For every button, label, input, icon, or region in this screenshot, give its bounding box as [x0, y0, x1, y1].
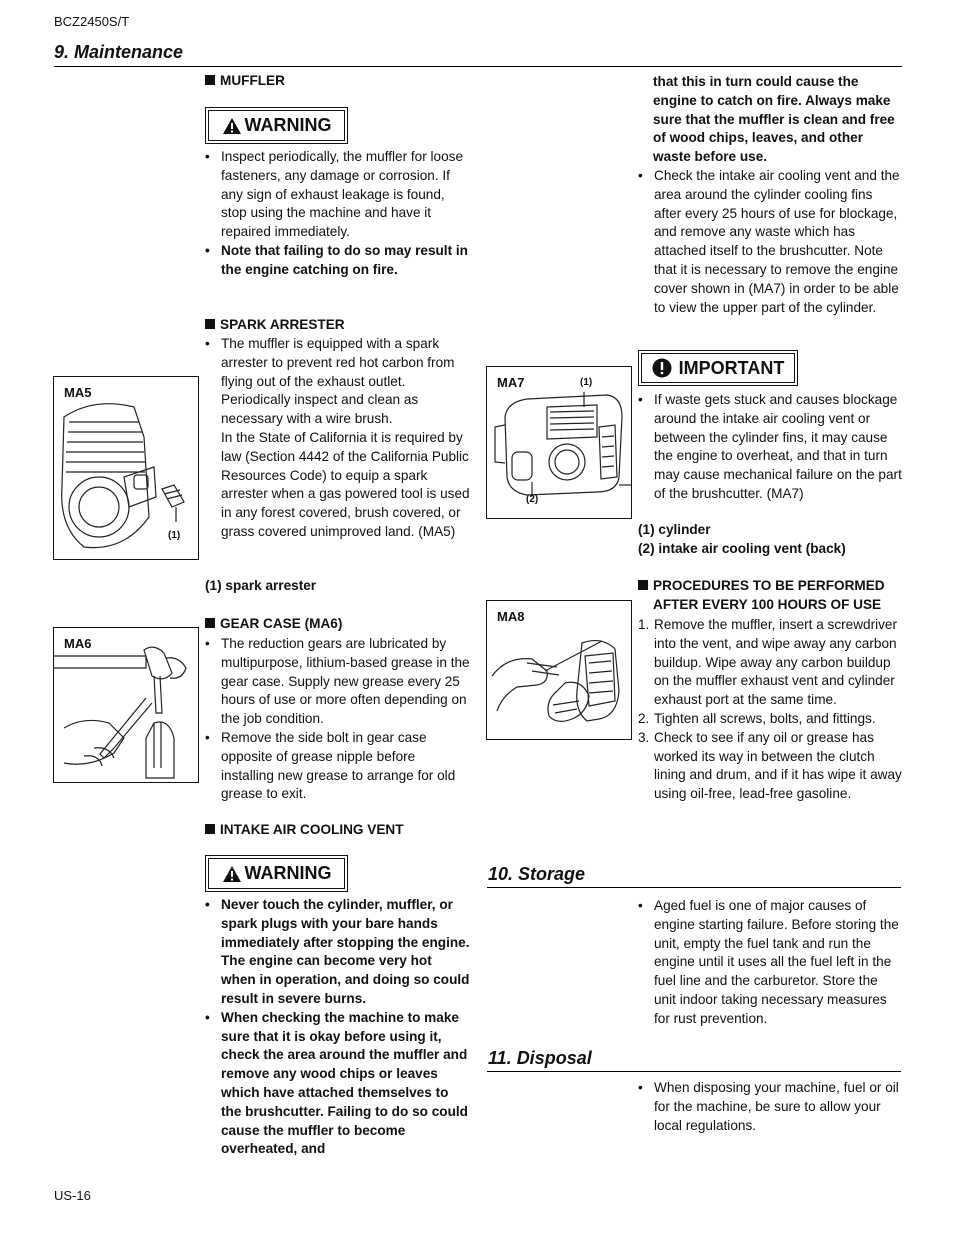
warning-label: WARNING — [244, 863, 332, 883]
figure-ma6 — [53, 627, 199, 783]
procedure-item: 1. Remove the muffler, insert a screwdriver into the vent, and wipe away any carbon buildup. Wipe away any carbon buildup on the muffler exhaust vent and cylinder exhaust port at the same time. — [638, 617, 898, 708]
section-rule — [54, 66, 902, 67]
spark-arrester-text-a: The muffler is equipped with a spark arrester to prevent red hot carbon from flying out of the exhaust outlet. Periodically inspect and clean as necessary with a wire brush. — [221, 336, 455, 427]
intake-warning-bullet-1: • Never touch the cylinder, muffler, or spark plugs with your bare hands immediately after stopping the engine. The engine can become very hot when in operation, and doing so could result in severe burns. — [205, 896, 470, 1009]
intake-warning-bullet-2-continued: that this in turn could cause the engine to catch on fire. Always make sure that the muffler is clean and free of wood chips, leaves, and other waste before use. — [653, 74, 895, 165]
important-bullet: • If waste gets stuck and causes blockage around the intake air cooling vent or between the cylinder fins, it may cause the engine to overheat, and that in turn may cause mechanical failure on the part of the brushcutter. (MA7) — [638, 391, 903, 504]
intake-warning-box — [205, 855, 348, 892]
spark-arrester-text-b: In the State of California it is required by law (Section 4442 of the California Public Resources Code) to equip a spark arrester when a gas powered tool is used in any forest covered, brush covered, or grass covered unimproved land. (MA5) — [221, 429, 470, 539]
page-number: US-16 — [54, 1188, 91, 1203]
procedure-item: 2. Tighten all screws, bolts, and fittings. — [638, 710, 876, 726]
gear-case-illustration — [54, 628, 199, 783]
ma7-callout-marker-2: (2) — [526, 494, 539, 505]
figure-label: MA5 — [64, 385, 92, 400]
warning-triangle-icon — [222, 865, 242, 883]
disposal-rule — [487, 1071, 901, 1072]
procedure-item: 3. Check to see if any oil or grease has worked its way in between the clutch lining and drum, and if it has wipe it away using oil-free, lead-free gasoline. — [638, 729, 902, 802]
intake-warning-bullet-2: • When checking the machine to make sure that it is okay before using it, check the area around the muffler and remove any wood chips or leaves which have attached themselves to the brushcutter. Failing to do so could cause the muffler to become overheated, and — [205, 1009, 470, 1159]
figure-label: MA6 — [64, 636, 92, 651]
figure-label: MA7 — [497, 375, 525, 390]
spark-arrester-callout: (1) spark arrester — [205, 578, 317, 593]
section-title-storage: 10. Storage — [488, 864, 586, 884]
muffler-bullet-1: • Inspect periodically, the muffler for loose fasteners, any damage or corrosion. If any sign of exhaust leakage is found, stop using the machine and have it repaired immediately. — [205, 148, 470, 242]
section-title-disposal: 11. Disposal — [488, 1048, 592, 1068]
disposal-bullet: • When disposing your machine, fuel or oil for the machine, be sure to allow your local regulations. — [638, 1079, 903, 1135]
important-box — [638, 350, 798, 386]
important-label: IMPORTANT — [678, 357, 785, 378]
muffler-bullet-2: • Note that failing to do so may result in the engine catching on fire. — [205, 242, 470, 280]
model-number: BCZ2450S/T — [54, 14, 130, 29]
figure-ma8 — [486, 600, 632, 740]
engine-cylinder-illustration — [487, 367, 632, 519]
figure-ma5 — [53, 376, 199, 560]
gear-case-heading: GEAR CASE (MA6) — [205, 616, 342, 631]
ma7-callout-2: (2) intake air cooling vent (back) — [638, 541, 846, 556]
procedures-heading-line2: AFTER EVERY 100 HOURS OF USE — [653, 597, 882, 612]
gear-case-bullet-2: • Remove the side bolt in gear case opposite of grease nipple before installing new grease to arrange for old grease to exit. — [205, 729, 470, 804]
exclamation-circle-icon — [652, 358, 672, 378]
storage-rule — [487, 887, 901, 888]
figure-label: MA8 — [497, 609, 525, 624]
gear-case-bullet-1: • The reduction gears are lubricated by multipurpose, lithium-based grease in the gear case. Supply new grease every 25 hours of use or more often depending on the job condition. — [205, 635, 470, 729]
intake-vent-heading: INTAKE AIR COOLING VENT — [205, 822, 404, 837]
muffler-cleaning-illustration — [487, 601, 632, 740]
muffler-warning-box — [205, 107, 348, 144]
warning-triangle-icon — [222, 117, 242, 135]
ma7-callout-1: (1) cylinder — [638, 522, 711, 537]
figure-ma7 — [486, 366, 632, 519]
warning-label: WARNING — [244, 115, 332, 135]
procedures-heading: PROCEDURES TO BE PERFORMED — [638, 578, 885, 593]
spark-arrester-bullet — [205, 335, 470, 542]
section-title-maintenance: 9. Maintenance — [54, 42, 184, 62]
storage-bullet: • Aged fuel is one of major causes of engine starting failure. Before storing the unit, empty the fuel tank and run the engine until it uses all the fuel left in the fuel line and the carburetor. Store the unit indoor taking necessary measures for rust prevention. — [638, 897, 903, 1029]
ma7-callout-marker-1: (1) — [580, 377, 593, 388]
spark-arrester-heading: SPARK ARRESTER — [205, 317, 345, 332]
ma5-callout-marker: (1) — [168, 530, 181, 541]
intake-vent-check-bullet: • Check the intake air cooling vent and the area around the cylinder cooling fins after every 25 hours of use for blockage, and remove any waste which has attached itself to the brushcutter. Note that it is necessary to remove the engine cover shown in (MA7) in order to be able to view the upper part of the cylinder. — [638, 167, 903, 317]
muffler-heading: MUFFLER — [205, 73, 285, 88]
